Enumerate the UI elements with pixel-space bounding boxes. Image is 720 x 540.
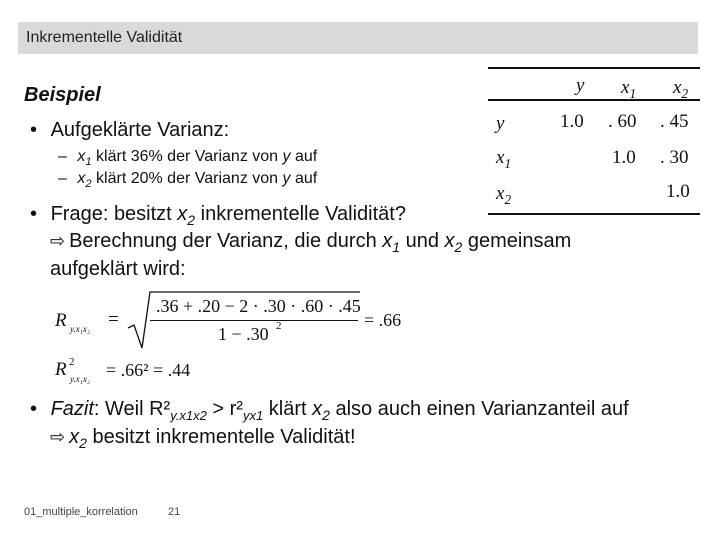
bullet-dot: • [30, 119, 38, 141]
slide-title: Inkrementelle Validität [26, 29, 183, 46]
var-y: y [282, 170, 291, 187]
multiple-r-formula [50, 290, 430, 352]
formula-numerator: .36 + .20 − 2 · .30 · .60 · .45 [156, 296, 361, 316]
matrix-bottom-rule [488, 213, 700, 215]
bullet-dot: • [30, 203, 38, 225]
bullet-dot: • [30, 398, 38, 420]
bullet-fazit [30, 398, 629, 423]
matrix-cell: . 30 [660, 147, 689, 168]
formula-denominator: 1 − .30 [218, 324, 269, 344]
question-pre: Frage: besitzt [50, 203, 178, 225]
dash-mark: – [58, 170, 67, 187]
var-x: x [69, 426, 80, 448]
arrow-icon: ⇨ [50, 231, 66, 251]
var-x: x [312, 398, 323, 420]
calc-post: gemeinsam [462, 230, 572, 252]
matrix-cell: . 60 [608, 111, 637, 132]
var-x: x [77, 170, 86, 187]
var-sub2: 2 [454, 239, 463, 255]
formula-result: = .66 [364, 310, 402, 330]
var-sub: 2 [187, 212, 196, 228]
fazit-post: also auch einen Varianzanteil auf [329, 398, 629, 420]
sub-end: auf [290, 170, 318, 187]
var-sub: 2 [322, 407, 330, 423]
equals-sign: = [108, 309, 119, 330]
question-post: inkrementelle Validität? [195, 203, 406, 225]
matrix-col-header: $x_2$ [673, 77, 689, 101]
calculation-line-2: aufgeklärt wird: [50, 258, 186, 280]
formula-lhs-sup: 2 [69, 356, 75, 368]
matrix-row-header: $x_1$ [496, 147, 512, 171]
matrix-cell: 1.0 [612, 147, 636, 168]
r-squared-formula [50, 356, 250, 388]
fazit-gt: > r² [206, 398, 243, 420]
fazit-r-sub2: yx1 [242, 408, 264, 423]
calculation-line [50, 230, 571, 255]
conclusion-text: besitzt inkrementelle Validität! [86, 426, 356, 448]
matrix-header-rule [488, 99, 700, 101]
fazit-label: Fazit [50, 398, 94, 420]
var-sub: 2 [85, 178, 92, 191]
formula-lhs-sub: y.x₁x₂ [70, 374, 90, 384]
correlation-matrix [488, 67, 700, 215]
footer-filename: 01_multiple_korrelation [24, 506, 138, 518]
bullet-question [30, 203, 406, 228]
matrix-cell: . 45 [660, 111, 689, 132]
fazit-mid: klärt [263, 398, 313, 420]
calc-pre: Berechnung der Varianz, die durch [69, 230, 383, 252]
example-heading: Beispiel [24, 84, 101, 106]
var-x: x [177, 203, 188, 225]
sub-text: klärt 20% der Varianz von [91, 170, 283, 187]
var-x1: x [382, 230, 393, 252]
matrix-cell: 1.0 [666, 181, 690, 202]
var-sub: 1 [85, 156, 92, 169]
formula-lhs-sub: y.x₁x₂ [70, 324, 90, 334]
fazit-r-sub: y.x1x2 [170, 408, 207, 423]
var-x: x [77, 148, 86, 165]
sub-text: klärt 36% der Varianz von [91, 148, 283, 165]
var-x2: x [444, 230, 455, 252]
calc-mid: und [400, 230, 445, 252]
conclusion-line [50, 426, 356, 451]
bullet-text: Aufgeklärte Varianz: [50, 119, 230, 141]
matrix-row-header: y [496, 113, 505, 134]
formula-lhs: R [55, 310, 67, 331]
matrix-row-header: $x_2$ [496, 183, 512, 207]
slide-header [18, 22, 698, 54]
var-y: y [282, 148, 291, 165]
sub-item-x1 [58, 148, 317, 168]
fraction-bar [150, 320, 358, 321]
matrix-top-rule [488, 67, 700, 69]
footer-page-number: 21 [168, 506, 181, 518]
matrix-cell: 1.0 [560, 111, 584, 132]
formula-result: = .66² = .44 [106, 360, 191, 380]
arrow-icon: ⇨ [50, 427, 66, 447]
formula-denominator-exponent: 2 [276, 320, 282, 332]
matrix-col-header: y [576, 75, 585, 96]
dash-mark: – [58, 148, 67, 165]
bullet-explained-variance [30, 119, 229, 142]
sub-item-x2 [58, 170, 317, 190]
sub-end: auf [290, 148, 318, 165]
var-sub: 2 [79, 435, 87, 451]
var-sub1: 1 [392, 239, 401, 255]
formula-lhs: R [55, 359, 67, 380]
fazit-pre: : Weil R² [93, 398, 171, 420]
matrix-col-header: $x_1$ [621, 77, 637, 101]
